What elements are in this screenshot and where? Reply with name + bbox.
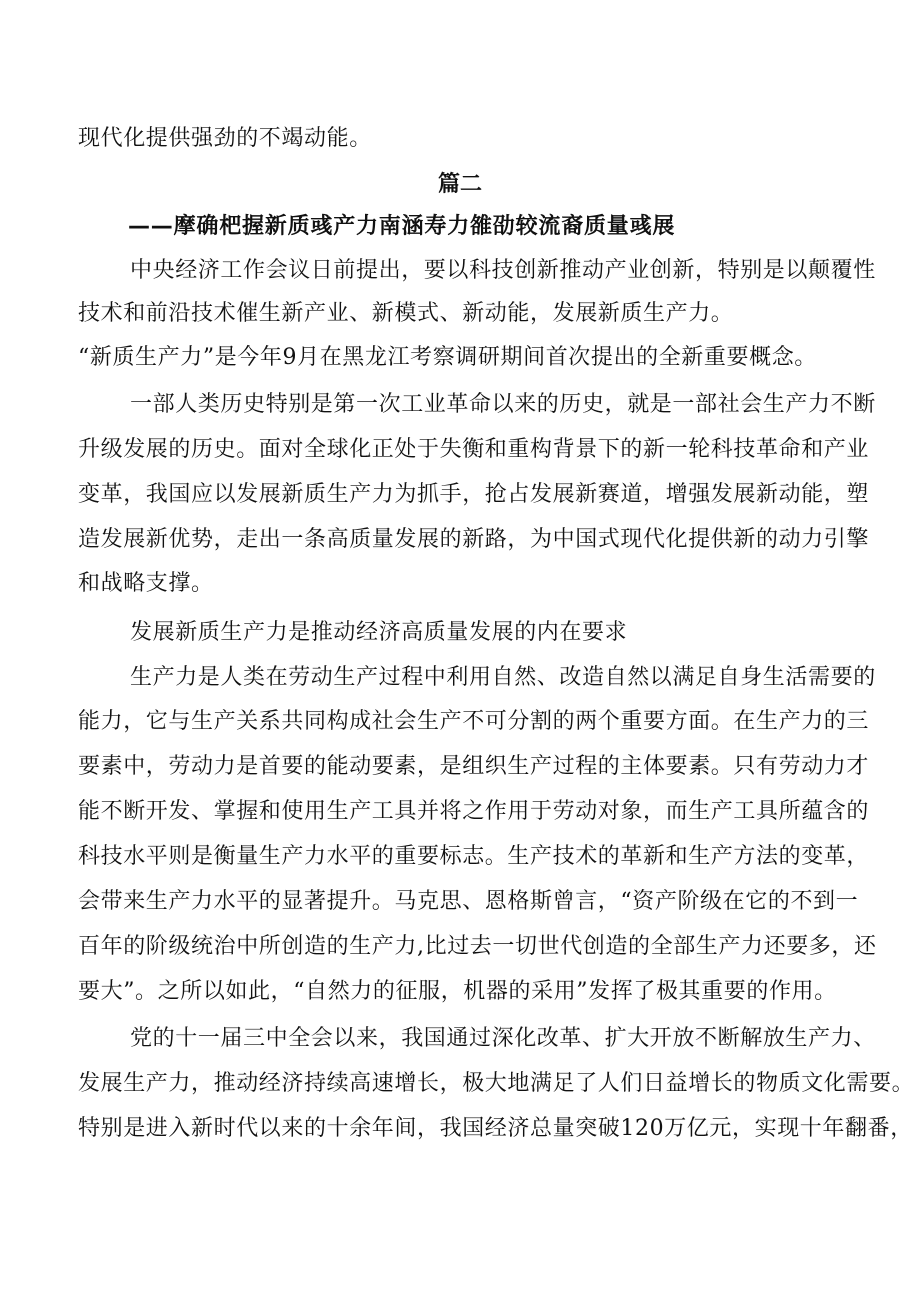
paragraph-line: 造发展新优势，走出一条高质量发展的新路，为中国式现代化提供新的动力引擎 [78, 527, 870, 552]
paragraph-line: 能力，它与生产关系共同构成社会生产不可分割的两个重要方面。在生产力的三 [78, 709, 870, 734]
paragraph-line: 特别是进入新时代以来的十余年间，我国经济总量突破120万亿元，实现十年翻番， [78, 1116, 913, 1141]
paragraph-line: “新质生产力”是今年9月在黑龙江考察调研期间首次提出的全新重要概念。 [78, 345, 817, 370]
paragraph-line: 变革，我国应以发展新质生产力为抓手，抢占发展新赛道，增强发展新动能，塑 [78, 482, 870, 507]
paragraph-line: 中央经济工作会议日前提出，要以科技创新推动产业创新，特别是以颠覆性 [130, 258, 876, 283]
paragraph-line: 科技水平则是衡量生产力水平的重要标志。生产技术的革新和生产方法的变革， [78, 844, 870, 869]
paragraph-line: 一部人类历史特别是第一次工业革命以来的历史，就是一部社会生产力不断 [130, 392, 876, 417]
paragraph-line: 百年的阶级统治中所创造的生产力,比过去一切世代创造的全部生产力还要多，还 [78, 934, 877, 959]
paragraph-line: 升级发展的历史。面对全球化正处于失衡和重构背景下的新一轮科技革命和产业 [78, 437, 870, 462]
paragraph-line: 和战略支撑。 [78, 571, 214, 596]
paragraph-line: 会带来生产力水平的显著提升。马克思、恩格斯曾言，“资产阶级在它的不到一 [78, 889, 859, 914]
text-line: 现代化提供强劲的不竭动能。 [78, 126, 372, 151]
section-heading: 篇二 [437, 172, 482, 197]
paragraph-line: 发展生产力，推动经济持续高速增长，极大地满足了人们日益增长的物质文化需要。 [78, 1071, 915, 1096]
paragraph-line: 要大”。之所以如此，“自然力的征服，机器的采用”发挥了极其重要的作用。 [78, 979, 837, 1004]
paragraph-line: 党的十一届三中全会以来，我国通过深化改革、扩大开放不断解放生产力、 [130, 1026, 876, 1051]
paragraph-line: 能不断开发、掌握和使用生产工具并将之作用于劳动对象，而生产工具所蕴含的 [78, 799, 870, 824]
section-heading-inline: 发展新质生产力是推动经济高质量发展的内在要求 [130, 620, 628, 645]
paragraph-line: 技术和前沿技术催生新产业、新模式、新动能，发展新质生产力。 [78, 301, 734, 326]
paragraph-line: 生产力是人类在劳动生产过程中利用自然、改造自然以满足自身生活需要的 [130, 665, 876, 690]
section-subtitle: ——摩确杷握新质彧产力南涵寿力雒劭较流裔质量彧展 [128, 214, 676, 239]
paragraph-line: 要素中，劳动力是首要的能动要素，是组织生产过程的主体要素。只有劳动力才 [78, 754, 870, 779]
